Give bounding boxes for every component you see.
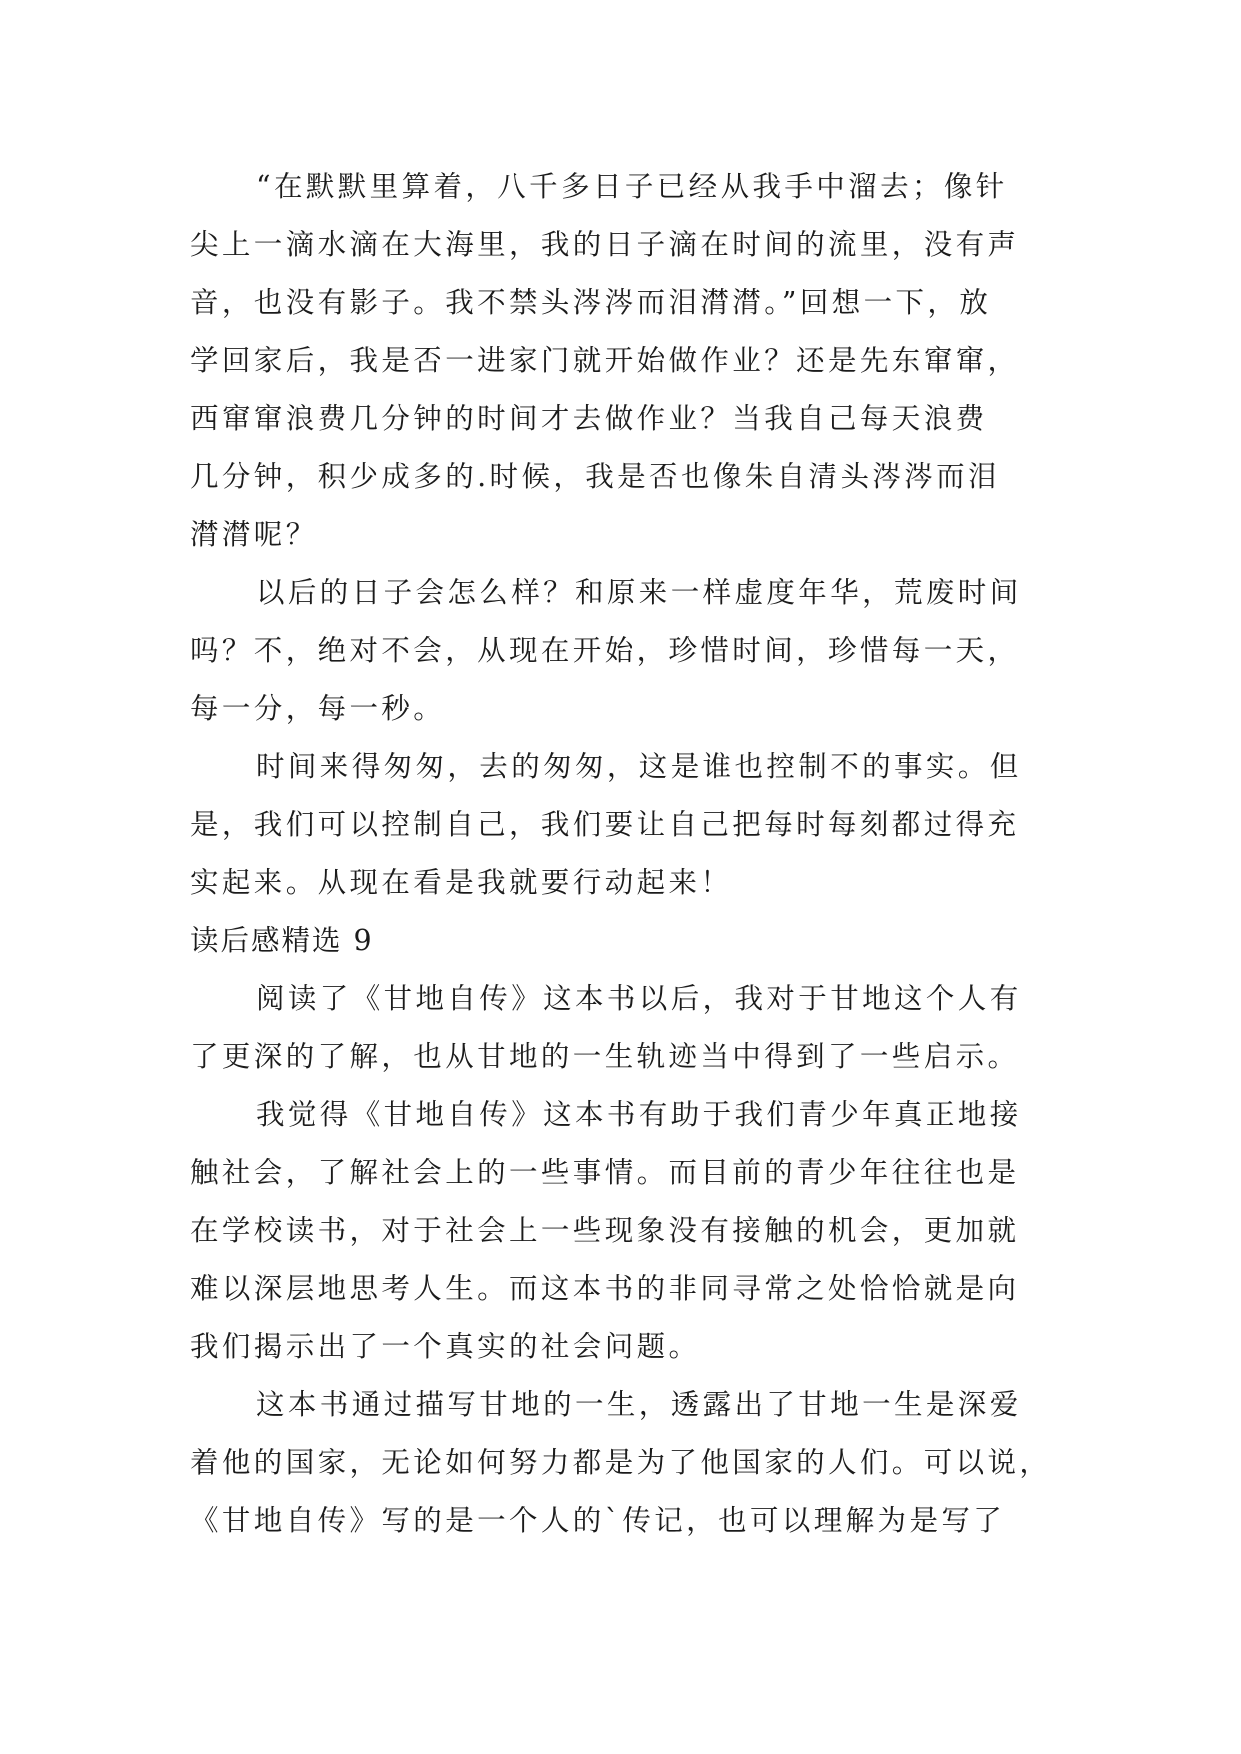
text-line: 《甘地自传》写的是一个人的`传记，也可以理解为是写了	[190, 1504, 1006, 1537]
section-heading: 读后感精选 9	[190, 924, 374, 957]
paragraph	[190, 738, 1050, 912]
text-line: 音，也没有影子。我不禁头涔涔而泪潸潸。”回想一下，放	[190, 286, 992, 319]
text-line: 在学校读书，对于社会上一些现象没有接触的机会，更加就	[190, 1214, 1020, 1247]
text-line: 我们揭示出了一个真实的社会问题。	[190, 1330, 701, 1363]
text-line: 潸潸呢？	[190, 518, 318, 551]
text-line: 以后的日子会怎么样？和原来一样虚度年华，荒废时间	[256, 576, 1022, 609]
text-line: 学回家后，我是否一进家门就开始做作业？还是先东窜窜，	[190, 344, 1020, 377]
text-line: 阅读了《甘地自传》这本书以后，我对于甘地这个人有	[256, 982, 1022, 1015]
paragraph	[190, 1086, 1050, 1376]
text-line: 着他的国家，无论如何努力都是为了他国家的人们。可以说，	[190, 1446, 1052, 1479]
paragraph	[190, 1376, 1050, 1550]
text-line: 时间来得匆匆，去的匆匆，这是谁也控制不的事实。但	[256, 750, 1022, 783]
text-line: 实起来。从现在看是我就要行动起来！	[190, 866, 733, 899]
text-line: 尖上一滴水滴在大海里，我的日子滴在时间的流里，没有声	[190, 228, 1020, 261]
text-line: 是，我们可以控制自己，我们要让自己把每时每刻都过得充	[190, 808, 1020, 841]
paragraph	[190, 564, 1050, 738]
text-line: 西窜窜浪费几分钟的时间才去做作业？当我自己每天浪费	[190, 402, 988, 435]
text-line: 我觉得《甘地自传》这本书有助于我们青少年真正地接	[256, 1098, 1022, 1131]
text-line: 每一分，每一秒。	[190, 692, 446, 725]
document-body	[190, 158, 1050, 1550]
text-line: 难以深层地思考人生。而这本书的非同寻常之处恰恰就是向	[190, 1272, 1020, 1305]
text-line: 这本书通过描写甘地的一生，透露出了甘地一生是深爱	[256, 1388, 1022, 1421]
text-line: 触社会，了解社会上的一些事情。而目前的青少年往往也是	[190, 1156, 1020, 1189]
text-line: 吗？不，绝对不会，从现在开始，珍惜时间，珍惜每一天，	[190, 634, 1020, 667]
text-line: “在默默里算着，八千多日子已经从我手中溜去；像针	[256, 170, 1008, 203]
text-line: 几分钟，积少成多的.时候，我是否也像朱自清头涔涔而泪	[190, 460, 1000, 493]
paragraph	[190, 158, 1050, 564]
text-line: 了更深的了解，也从甘地的一生轨迹当中得到了一些启示。	[190, 1040, 1020, 1073]
paragraph	[190, 970, 1050, 1086]
